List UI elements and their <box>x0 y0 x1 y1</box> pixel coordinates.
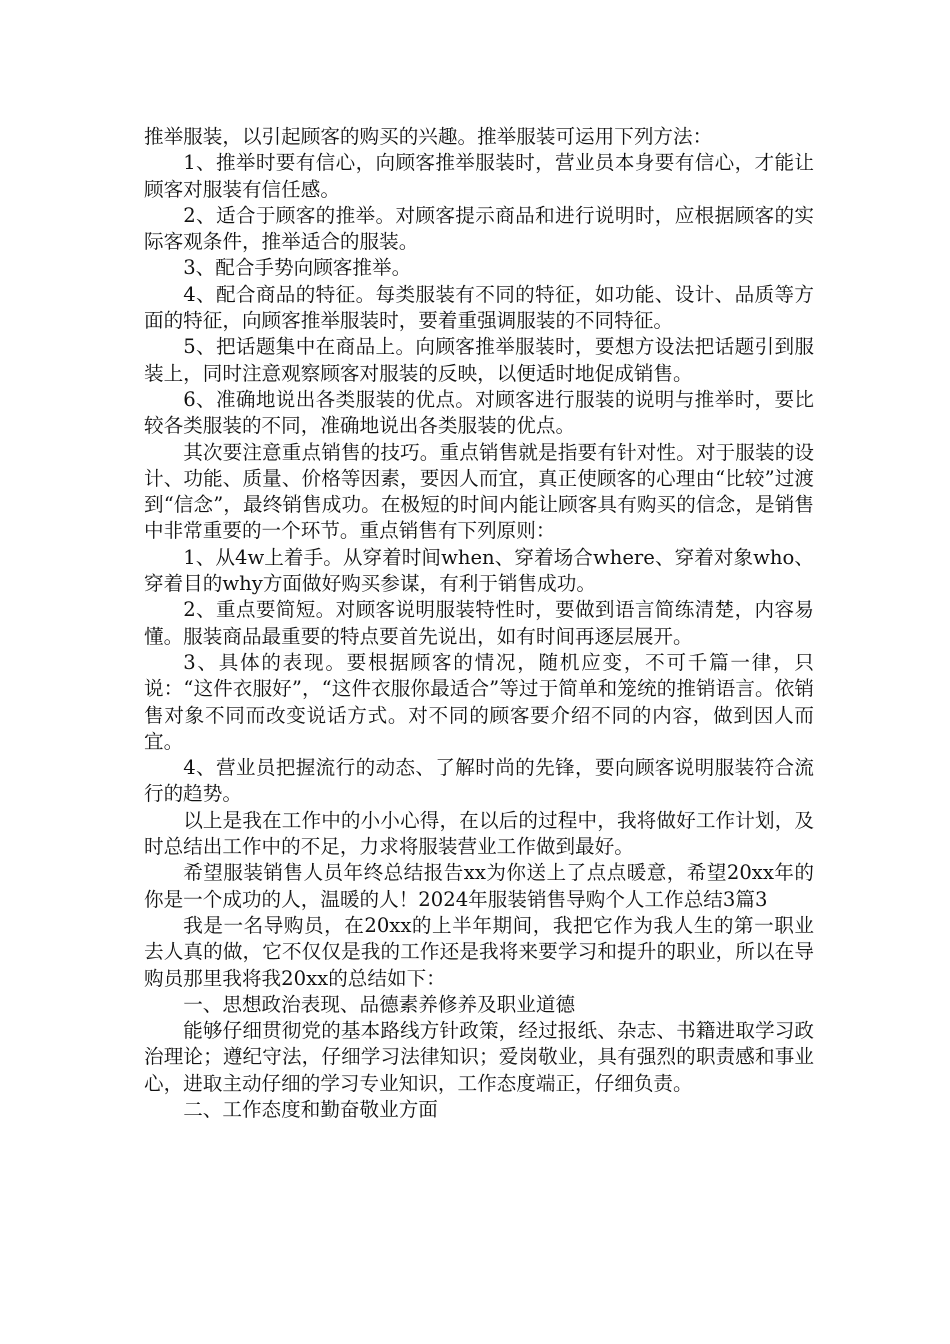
paragraph-continuation: 推举服装，以引起顾客的购买的兴趣。推举服装可运用下列方法： <box>144 125 713 148</box>
paragraph: 4、配合商品的特征。每类服装有不同的特征，如功能、设计、品质等方面的特征，向顾客推举服装时，要着重强调服装的不同特征。 <box>144 282 814 333</box>
paragraph: 1、从4w上着手。从穿着时间when、穿着场合where、穿着对象who、穿着目的why方面做好购买参谋，有利于销售成功。 <box>144 545 814 596</box>
paragraph: 以上是我在工作中的小小心得，在以后的过程中，我将做好工作计划，及时总结出工作中的不足，力求将服装营业工作做到最好。 <box>144 808 814 859</box>
paragraph: 3、具体的表现。要根据顾客的情况，随机应变，不可千篇一律，只说：“这件衣服好”，“这件衣服你最适合”等过于简单和笼统的推销语言。依销售对象不同而改变说话方式。对不同的顾客要介绍不同的内容，做到因人而宜。 <box>144 650 814 753</box>
section-heading: 一、思想政治表现、品德素养修养及职业道德 <box>183 992 576 1016</box>
paragraph: 5、把话题集中在商品上。向顾客推举服装时，要想方设法把话题引到服装上，同时注意观察顾客对服装的反映，以便适时地促成销售。 <box>144 335 814 385</box>
paragraph: 我是一名导购员，在20xx的上半年期间，我把它作为我人生的第一职业去人真的做，它不仅仅是我的工作还是我将来要学习和提升的职业，所以在导购员那里我将我20xx的总结如下： <box>144 913 814 990</box>
paragraph: 4、营业员把握流行的动态、了解时尚的先锋，要向顾客说明服装符合流行的趋势。 <box>144 756 814 806</box>
section-heading: 二、工作态度和勤奋敬业方面 <box>183 1097 438 1121</box>
paragraph: 1、推举时要有信心，向顾客推举服装时，营业员本身要有信心，才能让顾客对服装有信任感。 <box>144 151 814 201</box>
paragraph: 2、适合于顾客的推举。对顾客提示商品和进行说明时，应根据顾客的实际客观条件，推举适合的服装。 <box>144 203 814 254</box>
paragraph: 6、准确地说出各类服装的优点。对顾客进行服装的说明与推举时，要比较各类服装的不同，准确地说出各类服装的优点。 <box>144 387 814 438</box>
paragraph: 希望服装销售人员年终总结报告xx为你送上了点点暖意，希望20xx年的你是一个成功的人，温暖的人！2024年服装销售导购个人工作总结3篇3 <box>144 861 814 911</box>
paragraph: 2、重点要简短。对顾客说明服装特性时，要做到语言简练清楚，内容易懂。服装商品最重要的特点要首先说出，如有时间再逐层展开。 <box>144 598 814 648</box>
document-body <box>144 124 814 1123</box>
paragraph: 其次要注意重点销售的技巧。重点销售就是指要有针对性。对于服装的设计、功能、质量、价格等因素，要因人而宜，真正使顾客的心理由“比较”过渡到“信念”，最终销售成功。在极短的时间内能让顾客具有购买的信念，是销售中非常重要的一个环节。重点销售有下列原则： <box>144 440 814 543</box>
paragraph: 3、配合手势向顾客推举。 <box>183 256 412 280</box>
paragraph: 能够仔细贯彻党的基本路线方针政策，经过报纸、杂志、书籍进取学习政治理论；遵纪守法，仔细学习法律知识；爱岗敬业，具有强烈的职责感和事业心，进取主动仔细的学习专业知识，工作态度端正，仔细负责。 <box>144 1019 814 1095</box>
